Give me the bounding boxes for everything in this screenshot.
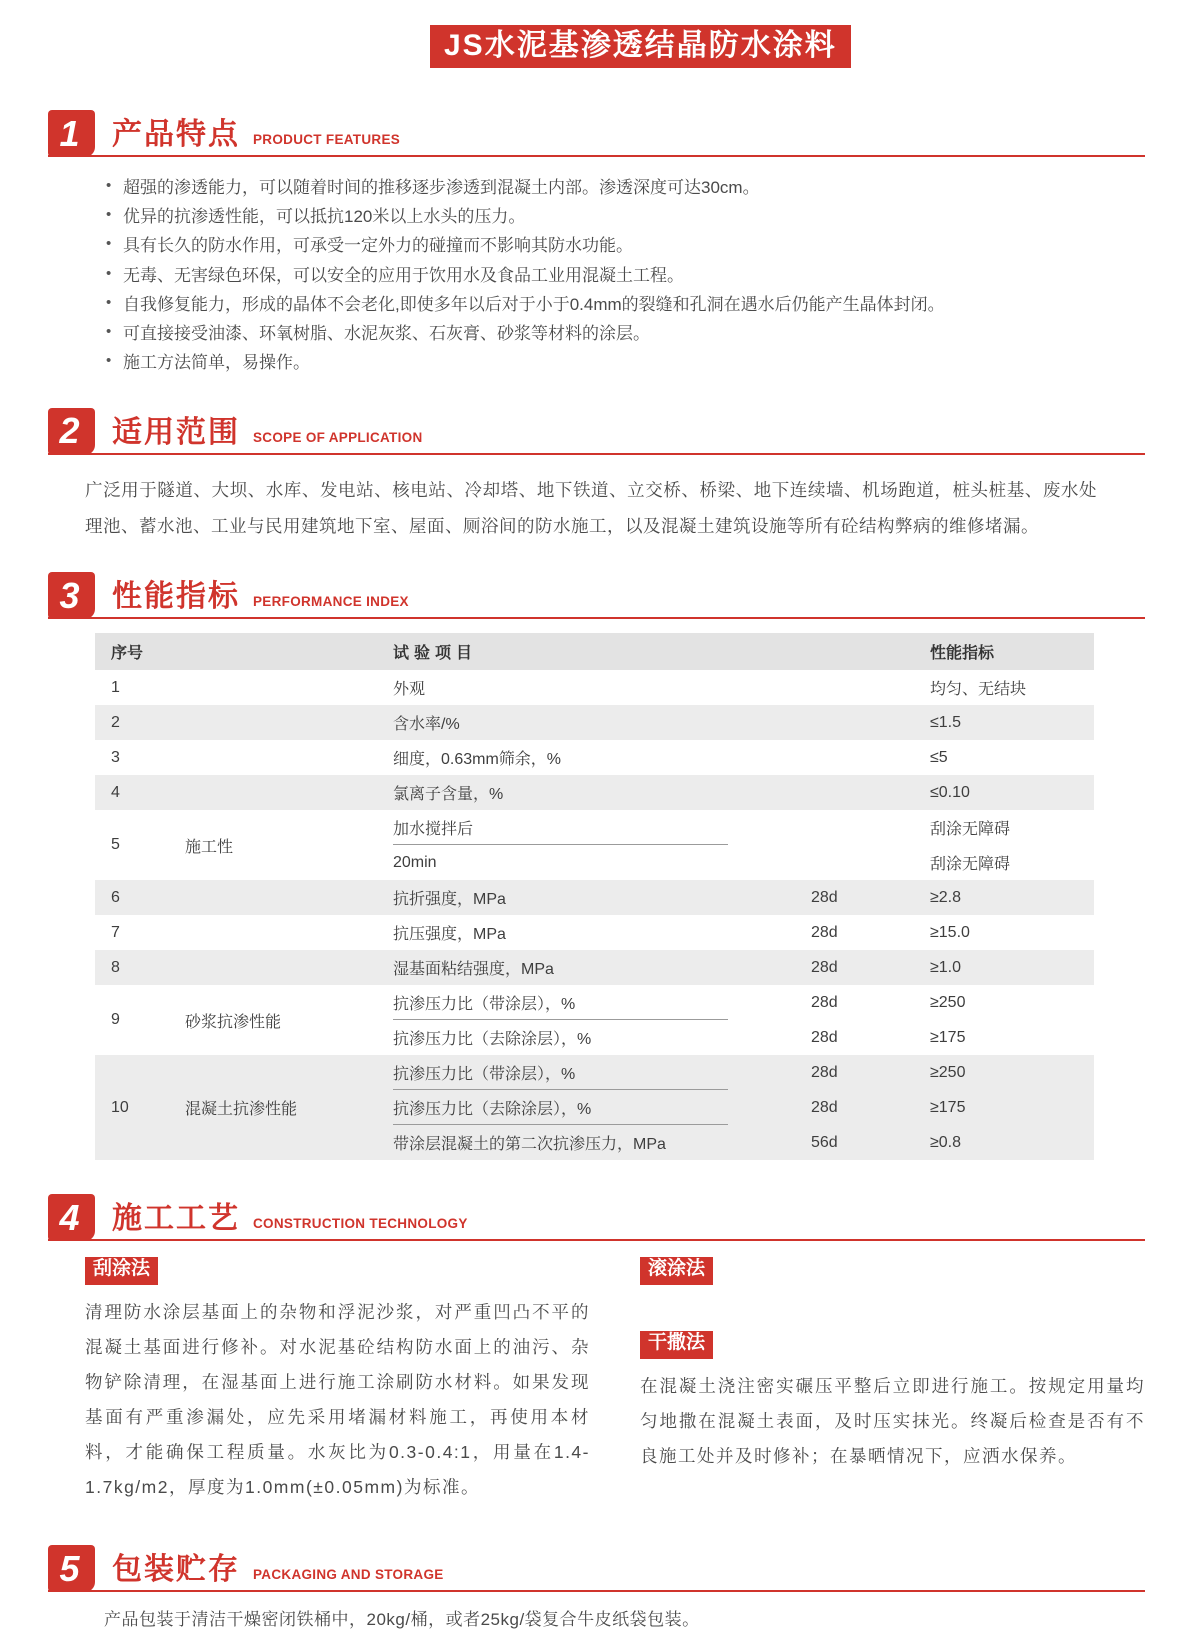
row-items [385,1055,1094,1160]
section-title-cn: 施工工艺 [112,1202,240,1236]
row-serial: 7 [111,923,120,941]
construction-columns [85,1257,1145,1505]
test-age: 28d [811,993,838,1011]
row-items [385,880,1094,915]
row-serial: 10 [111,1098,129,1116]
row-category [165,950,385,985]
test-item: 抗压强度，MPa [393,926,506,944]
table-subrow [385,775,1094,810]
row-items [385,810,1094,880]
table-subrow [385,740,1094,775]
table-subrow [385,985,1094,1020]
row-items [385,985,1094,1055]
feature-bullet: • 超强的渗透能力，可以随着时间的推移逐步渗透到混凝土内部。渗透深度可达30cm。 [104,173,1094,202]
test-age: 28d [811,888,838,906]
table-row [95,740,1094,775]
page-title: JS水泥基渗透结晶防水涂料 [430,25,851,68]
test-item: 抗渗压力比（带涂层），% [393,996,576,1014]
row-category [165,740,385,775]
row-serial: 1 [111,678,120,696]
feature-bullet: • 优异的抗渗透性能，可以抵抗120米以上水头的压力。 [104,202,1094,231]
table-subrow [385,1090,1094,1125]
roll-dry-method-column [640,1257,1145,1505]
dry-sprinkle-method-badge: 干撒法 [640,1331,713,1359]
scope-text: 广泛用于隧道、大坝、水库、发电站、核电站、冷却塔、地下铁道、立交桥、桥梁、地下连续墙、机场跑道，桩头桩基、废水处理池、蓄水池、工业与民用建筑地下室、屋面、厕浴间的防水施工，以及混凝土建筑设施等所有砼结构弊病的维修堵漏。 [85,479,1097,536]
row-category: 施工性 [185,838,234,856]
section-titles [112,582,409,617]
table-subrow [385,845,1094,880]
test-item: 湿基面粘结强度，MPa [393,961,554,979]
row-category: 砂浆抗渗性能 [185,1013,282,1031]
test-item: 抗渗压力比（去除涂层），% [393,1101,592,1119]
row-category [165,915,385,950]
row-serial: 2 [111,713,120,731]
row-items [385,740,1094,775]
feature-bullet: • 可直接接受油漆、环氧树脂、水泥灰浆、石灰膏、砂浆等材料的涂层。 [104,319,1094,348]
row-category: 混凝土抗渗性能 [185,1101,298,1119]
index-value: ≤1.5 [930,713,962,731]
row-serial: 6 [111,888,120,906]
row-items [385,670,1094,705]
test-item: 氯离子含量，% [393,786,504,804]
title-bar-row [0,0,1189,68]
section-number-2: 2 [48,408,95,455]
performance-table [95,633,1094,1160]
feature-bullet: • 具有长久的防水作用，可承受一定外力的碰撞而不影响其防水功能。 [104,231,1094,260]
row-serial: 5 [111,836,120,854]
header-spacer [165,633,385,670]
index-value: ≤0.10 [930,783,970,801]
table-row [95,810,1094,880]
index-value: ≥1.0 [930,958,962,976]
index-value: ≤5 [930,748,948,766]
table-subrow [385,915,1094,950]
section-number-3: 3 [48,572,95,619]
section-title-en: CONSTRUCTION TECHNOLOGY [253,1216,468,1232]
feature-bullet: • 自我修复能力，形成的晶体不会老化,即使多年以后对于小于0.4mm的裂缝和孔洞在遇水后仍能产生晶体封闭。 [104,290,1094,319]
performance-table-body [95,670,1094,1160]
dry-sprinkle-method-text: 在混凝土浇注密实碾压平整后立即进行施工。按规定用量均匀地撒在混凝土表面，及时压实抹光。终凝后检查是否有不良施工处并及时修补；在暴晒情况下，应洒水保养。 [640,1375,1145,1466]
table-row [95,705,1094,740]
test-age: 28d [811,1063,838,1081]
header-index: 性能指标 [930,645,995,663]
table-header-row [95,633,1094,670]
section-number-1: 1 [48,110,95,157]
table-subrow [385,1125,1094,1160]
index-value: ≥175 [930,1028,966,1046]
table-row [95,985,1094,1055]
section-title-en: SCOPE OF APPLICATION [253,429,423,445]
section-header-scope [48,408,1145,455]
table-row [95,1055,1094,1160]
roll-method-badge: 滚涂法 [640,1257,713,1285]
test-age: 28d [811,1028,838,1046]
table-row [95,775,1094,810]
row-items [385,915,1094,950]
section-title-en: PERFORMANCE INDEX [253,594,409,610]
index-value: ≥250 [930,1063,966,1081]
packaging-text: 产品包装于清洁干燥密闭铁桶中，20kg/桶，或者25kg/袋复合牛皮纸袋包装。 [104,1610,700,1630]
test-item: 细度，0.63mm筛余，% [393,751,562,769]
test-age: 28d [811,958,838,976]
section-title-cn: 适用范围 [112,415,240,449]
row-serial: 3 [111,748,120,766]
table-row [95,670,1094,705]
section-header-packaging [48,1545,1145,1592]
section-titles [112,1555,444,1590]
test-item: 20min [393,853,437,871]
section-title-en: PACKAGING AND STORAGE [253,1567,444,1583]
table-subrow [385,705,1094,740]
scrape-method-badge: 刮涂法 [85,1257,158,1285]
test-item: 抗渗压力比（去除涂层），% [393,1031,592,1049]
test-item: 抗折强度，MPa [393,891,506,909]
table-subrow [385,880,1094,915]
test-item: 加水搅拌后 [393,821,474,839]
test-item: 含水率/% [393,716,460,734]
table-subrow [385,1020,1094,1055]
table-subrow [385,810,1094,845]
index-value: ≥15.0 [930,923,970,941]
index-value: ≥2.8 [930,888,962,906]
table-subrow [385,1055,1094,1090]
row-category [165,775,385,810]
row-category [165,670,385,705]
index-value: ≥250 [930,993,966,1011]
row-serial: 9 [111,1011,120,1029]
section-header-construction [48,1194,1145,1241]
table-subrow [385,670,1094,705]
section-title-en: PRODUCT FEATURES [253,132,401,147]
feature-bullet: • 施工方法简单，易操作。 [104,348,1094,377]
header-test-item: 试验项目 [393,645,478,663]
section-title-cn: 包装贮存 [112,1553,240,1587]
index-value: 均匀、无结块 [930,681,1027,699]
test-item: 外观 [393,681,426,699]
section-number-5: 5 [48,1545,95,1592]
header-items [385,633,1094,670]
table-row [95,880,1094,915]
row-serial: 8 [111,958,120,976]
section-title-cn: 产品特点 [112,118,240,151]
section-titles [112,1204,468,1239]
row-category [165,705,385,740]
table-row [95,950,1094,985]
row-category [165,880,385,915]
test-age: 56d [811,1133,838,1151]
row-items [385,950,1094,985]
section-header-features [48,110,1145,157]
header-serial: 序号 [111,645,144,663]
index-value: ≥175 [930,1098,966,1116]
table-row [95,915,1094,950]
index-value: 刮涂无障碍 [930,821,1011,839]
test-age: 28d [811,923,838,941]
index-value: 刮涂无障碍 [930,856,1011,874]
section-number-4: 4 [48,1194,95,1241]
test-item: 带涂层混凝土的第二次抗渗压力，MPa [393,1136,666,1154]
table-subrow [385,950,1094,985]
scrape-method-text: 清理防水涂层基面上的杂物和浮泥沙浆，对严重凹凸不平的混凝土基面进行修补。对水泥基砼结构防水面上的油污、杂物铲除清理，在湿基面上进行施工涂刷防水材料。如果发现基面有严重渗漏处，应先采用堵漏材料施工，再使用本材料，才能确保工程质量。水灰比为0.3-0.4:1，用量在1.4-1.7kg/m2，厚度为1.0mm(±0.05mm)为标准。 [85,1302,590,1498]
row-items [385,705,1094,740]
section-titles [112,415,423,453]
feature-bullet: • 无毒、无害绿色环保，可以安全的应用于饮用水及食品工业用混凝土工程。 [104,261,1094,290]
section-titles [112,120,400,155]
test-item: 抗渗压力比（带涂层），% [393,1066,576,1084]
row-items [385,775,1094,810]
index-value: ≥0.8 [930,1133,962,1151]
section-header-performance [48,572,1145,619]
section-title-cn: 性能指标 [112,580,240,614]
test-age: 28d [811,1098,838,1116]
feature-list [104,173,1094,378]
scrape-method-column [85,1257,590,1505]
row-serial: 4 [111,783,120,801]
